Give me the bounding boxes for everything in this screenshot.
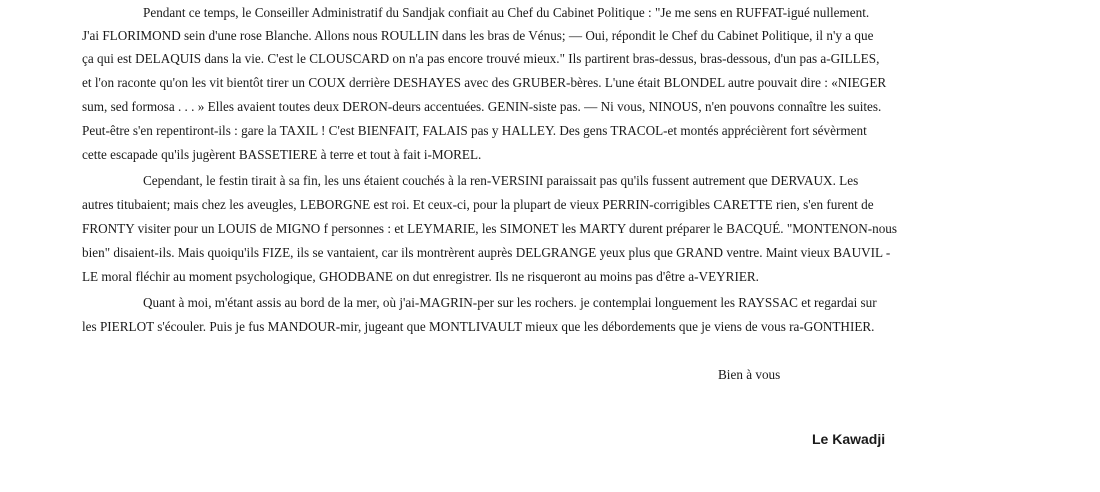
- text-line: autres titubaient; mais chez les aveugles, LEBORGNE est roi. Et ceux-ci, pour la plupart de vieux PERRIN-corrigibles CARETTE rien, s'en furent de: [82, 197, 874, 212]
- text-line: Quant à moi, m'étant assis au bord de la mer, où j'ai-MAGRIN-per sur les rochers. je contemplai longuement les RAYSSAC et regardai sur: [143, 295, 877, 310]
- text-line: LE moral fléchir au moment psychologique, GHODBANE on dut enregistrer. Ils ne risqueront au moins pas d'être a-VEYRIER.: [82, 269, 759, 284]
- text-line: sum, sed formosa . . . » Elles avaient toutes deux DERON-deurs accentuées. GENIN-siste pas. — Ni vous, NINOUS, n'en pouvons connaître les suites.: [82, 99, 882, 114]
- closing-salutation: Bien à vous: [718, 367, 781, 382]
- text-line: les PIERLOT s'écouler. Puis je fus MANDOUR-mir, jugeant que MONTLIVAULT mieux que les débordements que je viens de vous ra-GONTHIER.: [82, 319, 875, 334]
- text-line: ça qui est DELAQUIS dans la vie. C'est le CLOUSCARD on n'a pas encore trouvé mieux." Ils partirent bras-dessus, bras-dessous, d'un pas a-GILLES,: [82, 51, 880, 66]
- text-line: Pendant ce temps, le Conseiller Administratif du Sandjak confiait au Chef du Cabinet Politique : "Je me sens en RUFFAT-igué nullement.: [143, 5, 870, 20]
- text-line: FRONTY visiter pour un LOUIS de MIGNO f personnes : et LEYMARIE, les SIMONET les MARTY durent préparer le BACQUÉ. "MONTENON-nous: [82, 221, 898, 236]
- text-line: bien" disaient-ils. Mais quoiqu'ils FIZE, ils se vantaient, car ils montrèrent auprès DELGRANGE yeux plus que GRAND ventre. Maint vieux BAUVIL -: [82, 245, 891, 260]
- text-line: cette escapade qu'ils jugèrent BASSETIERE à terre et tout à fait i-MOREL.: [82, 147, 482, 162]
- text-line: J'ai FLORIMOND sein d'une rose Blanche. Allons nous ROULLIN dans les bras de Vénus; — Oui, répondit le Chef du Cabinet Politique, il n'y a que: [82, 28, 874, 43]
- text-line: Cependant, le festin tirait à sa fin, les uns étaient couchés à la ren-VERSINI paraissait pas qu'ils fussent autrement que DERVAUX. Les: [143, 173, 859, 188]
- signature: Le Kawadji: [812, 431, 886, 447]
- text-line: Peut-être s'en repentiront-ils : gare la TAXIL ! C'est BIENFAIT, FALAIS pas y HALLEY. Des gens TRACOL-et montés apprécièrent fort sévèrment: [82, 123, 867, 138]
- text-line: et l'on raconte qu'on les vit bientôt tirer un COUX derrière DESHAYES avec des GRUBER-bères. L'une était BLONDEL autre pouvait dire : «NIEGER: [82, 75, 887, 90]
